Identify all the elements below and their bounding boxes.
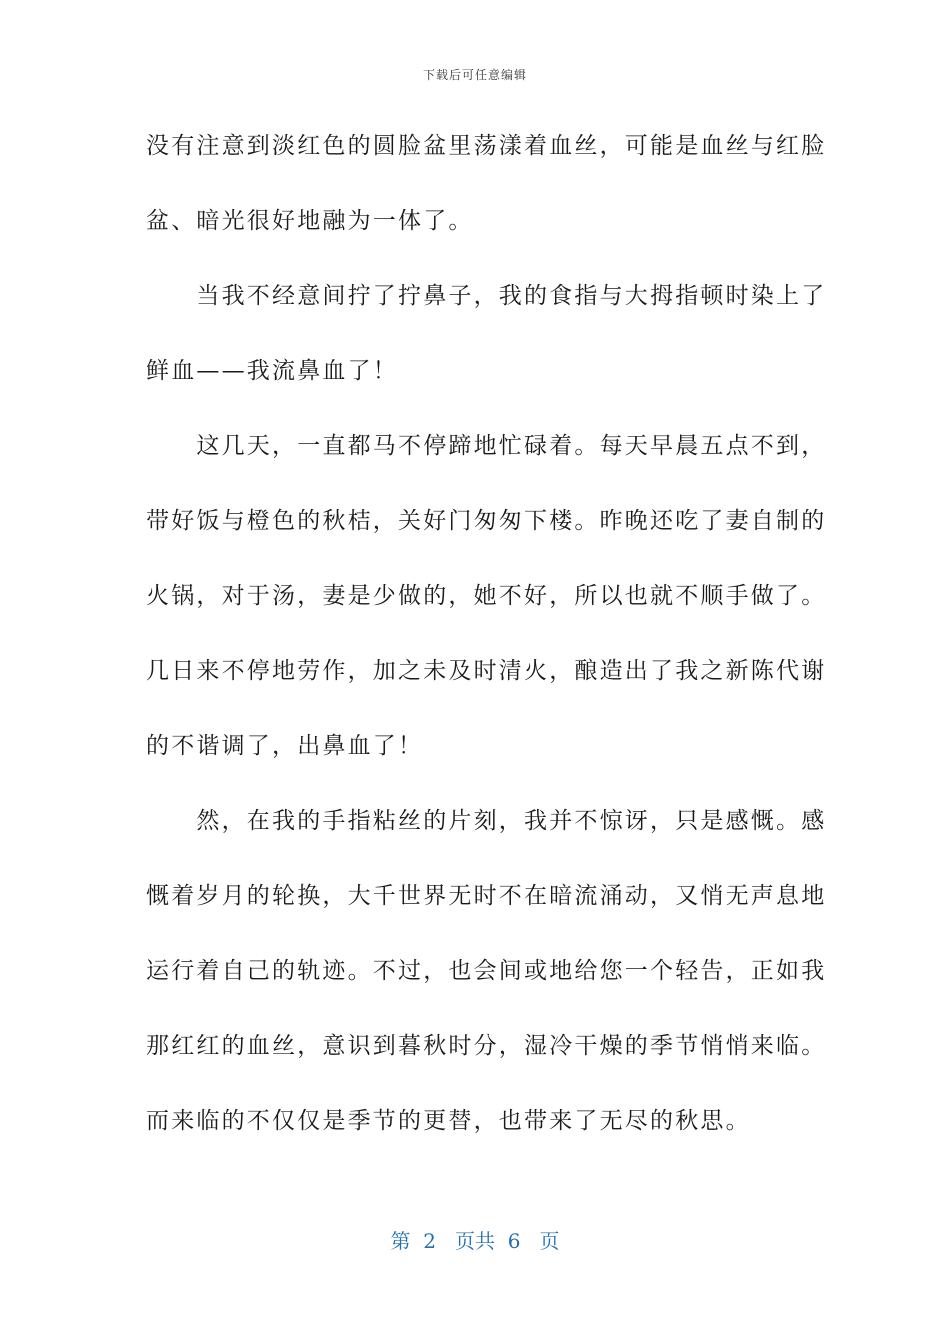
text-line: 而来临的不仅仅是季节的更替，也带来了无尽的秋思。 [146,1108,751,1134]
footer-suffix: 页 [539,1229,560,1253]
text-line: 的不谐调了，出鼻血了！ [146,733,424,759]
text-line: 然，在我的手指粘丝的片刻，我并不惊讶，只是感慨。感 [146,808,827,834]
text-line: 鲜血——我流鼻血了！ [146,358,398,384]
footer-prefix: 第 [390,1229,411,1253]
text-line: 运行着自己的轨迹。不过，也会间或地给您一个轻告，正如我 [146,958,827,984]
footer-middle: 页共 [455,1229,495,1253]
text-line: 慨着岁月的轮换，大千世界无时不在暗流涌动，又悄无声息地 [146,883,827,909]
page-number: 2 [423,1229,436,1253]
text-line: 这几天，一直都马不停蹄地忙碌着。每天早晨五点不到， [146,433,827,459]
text-line: 那红红的血丝，意识到暮秋时分，湿冷干燥的季节悄悄来临。 [146,1033,827,1059]
text-line: 当我不经意间拧了拧鼻子，我的食指与大拇指顿时染上了 [146,283,827,309]
page-footer [0,1225,950,1254]
page-total: 6 [507,1229,521,1253]
page-header: 下载后可任意编辑 [422,68,527,82]
text-line: 几日来不停地劳作，加之未及时清火，酿造出了我之新陈代谢 [146,658,827,684]
text-line: 没有注意到淡红色的圆脸盆里荡漾着血丝，可能是血丝与红脸 [146,133,827,159]
text-line: 火锅，对于汤，妻是少做的，她不好，所以也就不顺手做了。 [146,583,827,609]
text-line: 盆、暗光很好地融为一体了。 [146,208,474,234]
text-line: 带好饭与橙色的秋桔，关好门匆匆下楼。昨晚还吃了妻自制的 [146,508,827,534]
